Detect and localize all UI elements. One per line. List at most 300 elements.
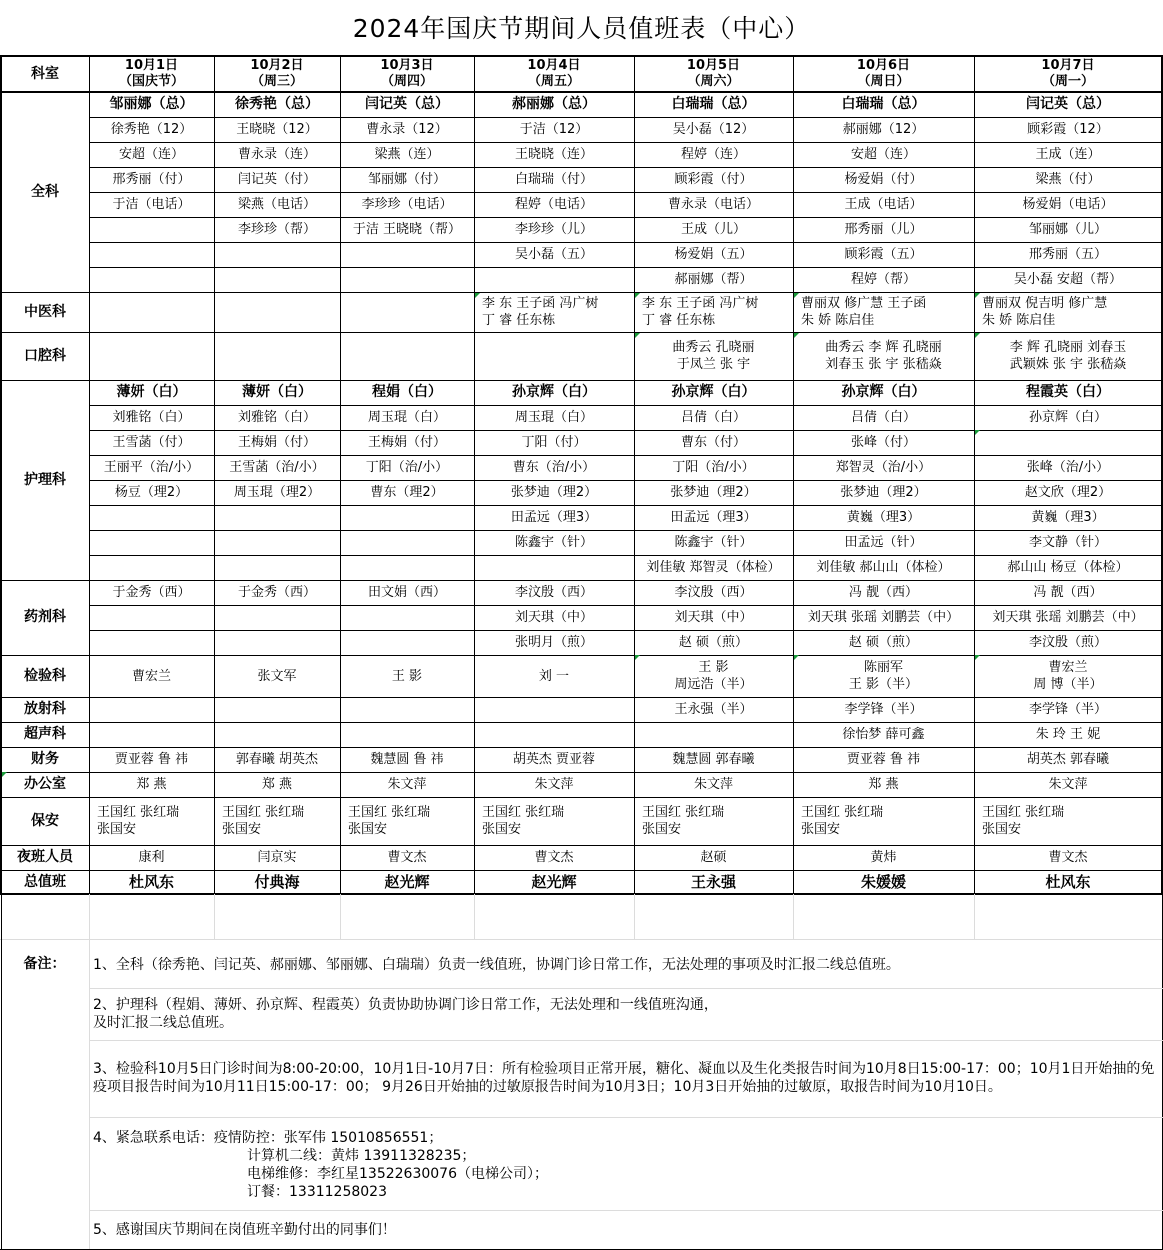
dept-label (1, 92, 89, 292)
duty-cell (340, 747, 474, 772)
duty-cell (89, 192, 214, 217)
cell-text: 丁阳（付） (521, 435, 587, 450)
faint-grid-line (0, 939, 1163, 940)
cell-text: 程娟（白） (372, 384, 442, 400)
duty-cell (974, 505, 1162, 530)
cell-text: 口腔科 (24, 347, 66, 364)
duty-cell (974, 455, 1162, 480)
cell-text: 杨爱娟（付） (844, 172, 923, 187)
duty-cell (974, 870, 1162, 894)
grid-line (474, 56, 475, 894)
duty-cell (89, 870, 214, 894)
duty-cell (634, 555, 793, 580)
duty-cell (474, 870, 634, 894)
duty-cell (634, 605, 793, 630)
duty-cell (214, 405, 340, 430)
cell-text: 李汶殷（西） (514, 585, 593, 600)
duty-cell (793, 117, 974, 142)
faint-grid-line (474, 894, 475, 939)
cell-text: 曹文杰 (1048, 850, 1088, 865)
cell-text: 刘天琪 张瑶 刘鹏芸（中） (992, 610, 1144, 625)
cell-text: 黄巍（理3） (1031, 510, 1105, 525)
grid-line (0, 55, 1163, 57)
dept-label (1, 655, 89, 697)
faint-grid-line (634, 894, 635, 939)
duty-cell (793, 722, 974, 747)
duty-cell (474, 92, 634, 117)
cell-text: 王梅娟（付） (237, 435, 316, 450)
duty-cell (340, 870, 474, 894)
duty-cell (634, 845, 793, 870)
duty-cell (634, 722, 793, 747)
faint-grid-line (340, 894, 341, 939)
duty-cell (474, 747, 634, 772)
note-3 (89, 1042, 1162, 1114)
day-header (340, 56, 474, 92)
cell-text: 刘 一 (538, 668, 570, 684)
cell-text: 于洁（12） (519, 122, 589, 137)
grid-line (974, 56, 975, 894)
cell-text: 刘雅铭（白） (112, 410, 191, 425)
grid-line (0, 56, 2, 894)
duty-cell: 曹丽双 倪吉明 修广慧 朱 娇 陈启佳 (982, 296, 1108, 328)
dept-label (1, 292, 89, 332)
cell-text: 5、感谢国庆节期间在岗值班辛勤付出的同事们！ (93, 1222, 396, 1238)
day-note: （周一） (1041, 74, 1094, 89)
duty-cell: 王国红 张红瑞 张国安 (801, 805, 884, 837)
duty-cell (214, 845, 340, 870)
grid-line (0, 380, 1163, 381)
grid-line (89, 605, 1163, 606)
cell-text: 周玉琨（白） (514, 410, 593, 425)
duty-cell (214, 292, 340, 332)
duty-cell (214, 505, 340, 530)
duty-cell (89, 630, 214, 655)
cell-text: 王 影 (391, 668, 423, 684)
dept-label (1, 747, 89, 772)
duty-cell (974, 722, 1162, 747)
duty-cell (89, 772, 214, 797)
day-date: 10月7日 (1041, 58, 1095, 73)
duty-cell (474, 505, 634, 530)
cell-text: 于洁（电话） (112, 197, 191, 212)
cell-text: 丁阳（治/小） (365, 460, 449, 475)
cell-text: 白瑞瑞（总） (671, 96, 756, 112)
duty-cell (214, 555, 340, 580)
cell-text: 贾亚蓉 鲁 祎 (846, 752, 921, 767)
grid-line (0, 697, 1163, 698)
cell-text: 邹丽娜（儿） (1028, 222, 1107, 237)
cell-text: 田孟远（针） (844, 535, 923, 550)
duty-cell (793, 380, 974, 405)
duty-cell (214, 722, 340, 747)
duty-cell (793, 555, 974, 580)
day-date: 10月1日 (124, 58, 179, 73)
faint-grid-line (214, 894, 215, 939)
duty-cell (89, 530, 214, 555)
comment-marker (635, 333, 640, 338)
duty-cell (214, 530, 340, 555)
cell-text: 徐秀艳（12） (110, 122, 193, 137)
cell-text: 魏慧圆 鲁 祎 (370, 752, 444, 767)
grid-line (634, 56, 635, 894)
duty-cell (340, 655, 474, 697)
duty-cell (340, 267, 474, 292)
cell-text: 朱文萍 (534, 777, 574, 792)
day-date: 10月2日 (250, 58, 304, 73)
day-date: 10月3日 (380, 58, 434, 73)
cell-text: 顾彩霞（五） (844, 247, 923, 262)
duty-cell (634, 117, 793, 142)
day-date: 10月4日 (527, 58, 581, 73)
duty-cell (89, 480, 214, 505)
cell-text: 检验科 (24, 667, 66, 684)
cell-text: 刘天琪 张瑶 刘鹏芸（中） (807, 610, 960, 625)
cell-text: 药剂科 (24, 609, 66, 625)
cell-text: 财务 (31, 751, 59, 767)
cell-text: 邢秀丽（付） (112, 172, 191, 187)
duty-cell (634, 772, 793, 797)
duty-cell (214, 697, 340, 722)
duty-cell (474, 605, 634, 630)
comment-marker (794, 293, 799, 298)
duty-cell (89, 405, 214, 430)
grid-line (0, 845, 1163, 846)
cell-text: 康利 (138, 850, 165, 865)
duty-cell (340, 722, 474, 747)
day-date: 10月6日 (856, 58, 911, 73)
note-line: 订餐：13311258023 (247, 1184, 387, 1200)
cell-text: 张梦迪（理2） (670, 485, 757, 500)
cell-text: 吕倩（白） (680, 410, 746, 425)
duty-cell: 陈丽军 王 影（半） (848, 660, 919, 692)
duty-cell (634, 380, 793, 405)
cell-text: 陈鑫宇（针） (514, 535, 593, 550)
duty-cell (474, 405, 634, 430)
cell-text: 李文静（针） (1028, 535, 1107, 550)
cell-text: 王永强 (690, 872, 736, 891)
duty-cell (634, 267, 793, 292)
duty-cell (793, 430, 974, 455)
duty-cell (974, 480, 1162, 505)
duty-cell (214, 580, 340, 605)
cell-text: 郝丽娜（12） (842, 122, 925, 137)
dept-label (1, 772, 89, 797)
duty-cell: 曲秀云 李 辉 孔晓丽 刘春玉 张 宇 张嵇焱 (825, 340, 942, 372)
duty-cell (634, 455, 793, 480)
grid-line (89, 555, 1163, 556)
grid-line (89, 630, 1163, 631)
cell-text: 曹永录（连） (237, 147, 316, 162)
duty-cell: 曹丽双 修广慧 王子函 朱 娇 陈启佳 (801, 296, 927, 328)
cell-text: 吴小磊（五） (514, 247, 593, 262)
duty-cell (474, 192, 634, 217)
cell-text: 曹文杰 (387, 850, 427, 865)
note-line: 计算机二线：黄炜 13911328235； (247, 1148, 476, 1164)
grid-line (89, 405, 1163, 406)
cell-text: 赵 硕（煎） (678, 635, 749, 650)
duty-cell (634, 747, 793, 772)
duty-cell (340, 332, 474, 380)
day-date: 10月5日 (686, 58, 741, 73)
cell-text: 黄巍（理3） (846, 510, 921, 525)
cell-text: 郑 燕 (261, 777, 293, 792)
duty-cell: 李 东 王子函 冯广树 丁 睿 任东栋 (642, 296, 759, 328)
cell-text: 郝丽娜（总） (512, 96, 596, 112)
cell-text: 办公室 (24, 776, 66, 792)
duty-cell (974, 580, 1162, 605)
duty-cell (634, 92, 793, 117)
note-line: 4、紧急联系电话：疫情防控：张军伟 15010856551； (93, 1130, 443, 1146)
duty-cell (974, 555, 1162, 580)
cell-text: 保安 (31, 812, 59, 829)
cell-text: 顾彩霞（12） (1027, 122, 1109, 137)
grid-line (89, 192, 1163, 193)
duty-cell: 王国红 张红瑞 张国安 (348, 805, 431, 837)
duty-cell (214, 217, 340, 242)
cell-text: 中医科 (24, 303, 66, 320)
duty-cell (634, 580, 793, 605)
cell-text: 朱文萍 (693, 777, 733, 792)
cell-text: 周玉琨（理2） (233, 485, 321, 500)
grid-line (793, 56, 794, 894)
duty-cell (89, 267, 214, 292)
duty-cell (89, 455, 214, 480)
comment-marker (475, 293, 480, 298)
cell-text: 程婷（电话） (514, 197, 593, 212)
cell-text: 邹丽娜（付） (367, 172, 446, 187)
cell-text: 梁燕（电话） (237, 197, 316, 212)
cell-text: 王晓晓（连） (514, 147, 593, 162)
duty-cell (474, 580, 634, 605)
comment-marker (635, 655, 640, 660)
duty-cell (793, 870, 974, 894)
duty-cell (214, 142, 340, 167)
duty-cell (89, 332, 214, 380)
cell-text: 王雪菡（付） (112, 435, 191, 450)
duty-cell (974, 747, 1162, 772)
cell-text: 白瑞瑞（付） (514, 172, 593, 187)
comment-marker (975, 655, 980, 660)
day-header (634, 56, 793, 92)
duty-cell (89, 92, 214, 117)
cell-text: 李学锋（半） (1028, 702, 1107, 717)
cell-text: 夜班人员 (17, 849, 73, 865)
cell-text: 全科 (31, 183, 59, 200)
duty-cell (340, 380, 474, 405)
cell-text: 王成（电话） (844, 197, 923, 212)
grid-line (214, 56, 215, 894)
duty-cell (340, 292, 474, 332)
cell-text: 薄妍（白） (242, 384, 312, 400)
cell-text: 王成（儿） (680, 222, 746, 237)
comment-marker (2, 772, 7, 777)
duty-cell (89, 217, 214, 242)
grid-line (89, 217, 1163, 218)
cell-text: 郝山山 杨豆（体检） (1007, 560, 1129, 575)
duty-cell (89, 117, 214, 142)
cell-text: 孙京辉（白） (512, 384, 596, 400)
duty-cell (634, 870, 793, 894)
duty-cell (214, 167, 340, 192)
cell-text: 吕倩（白） (850, 410, 916, 425)
duty-cell: 王国红 张红瑞 张国安 (482, 805, 565, 837)
cell-text: 闫记英（总） (365, 96, 449, 112)
duty-cell (974, 380, 1162, 405)
day-header (89, 56, 214, 92)
duty-cell (89, 242, 214, 267)
cell-text: 郑 燕 (868, 777, 899, 792)
duty-cell (474, 217, 634, 242)
duty-cell (793, 772, 974, 797)
duty-cell (474, 480, 634, 505)
cell-text: 孙京辉（白） (671, 384, 756, 400)
dept-label (1, 845, 89, 870)
cell-text: 田孟远（理3） (510, 510, 598, 525)
cell-text: 李汶殷（煎） (1028, 635, 1107, 650)
note-1 (89, 942, 1162, 988)
note-5 (89, 1212, 1162, 1248)
duty-cell (474, 655, 634, 697)
duty-cell (974, 117, 1162, 142)
duty-cell (793, 405, 974, 430)
duty-cell (340, 142, 474, 167)
cell-text: 孙京辉（白） (841, 384, 926, 400)
duty-cell (793, 267, 974, 292)
dept-label (1, 797, 89, 845)
note-2 (89, 988, 1162, 1040)
duty-cell (974, 92, 1162, 117)
cell-text: 丁阳（治/小） (672, 460, 755, 475)
duty-cell (974, 267, 1162, 292)
cell-text: 朱 玲 王 妮 (1035, 727, 1101, 742)
cell-text: 王梅娟（付） (367, 435, 446, 450)
duty-cell (474, 167, 634, 192)
duty-cell (634, 430, 793, 455)
note-line: 及时汇报二线总值班。 (93, 1015, 233, 1031)
duty-cell (340, 405, 474, 430)
cell-text: 冯 靓（西） (1033, 585, 1103, 600)
duty-cell (89, 380, 214, 405)
grid-line (0, 722, 1163, 723)
duty-cell (214, 242, 340, 267)
faint-grid-line (793, 894, 794, 939)
grid-line (0, 655, 1163, 656)
duty-cell (974, 605, 1162, 630)
cell-text: 程婷（连） (680, 147, 746, 162)
dept-label (1, 870, 89, 894)
duty-cell (634, 217, 793, 242)
grid-line (0, 747, 1163, 748)
dept-label (1, 697, 89, 722)
duty-cell (340, 580, 474, 605)
cell-text: 王晓晓（12） (236, 122, 318, 137)
day-note: （周三） (250, 74, 303, 89)
cell-text: 周玉琨（白） (367, 410, 446, 425)
cell-text: 冯 靓（西） (848, 585, 919, 600)
duty-cell (214, 655, 340, 697)
duty-cell (793, 697, 974, 722)
cell-text: 3、检验科10月5日门诊时间为8:00-20:00，10月1日-10月7日：所有检验项目正常开展，糖化、凝血以及生化类报告时间为10月8日15:00-17：00；10月1日开始抽的免疫项目报告时间为10月11日15:00-17：00； 9月26日开始抽的过敏原报告时间为10月3日；10月3日开始抽的过敏原，取报告时间为10月10日。 (93, 1061, 1155, 1095)
cell-text: 李学锋（半） (844, 702, 923, 717)
duty-cell (340, 630, 474, 655)
cell-text: 陈鑫宇（针） (674, 535, 753, 550)
cell-text: 李珍珍（帮） (237, 222, 316, 237)
cell-text: 张峰（治/小） (1026, 460, 1110, 475)
dept-label (1, 722, 89, 747)
cell-text: 曹宏兰 (131, 668, 171, 684)
cell-text: 护理科 (24, 471, 66, 488)
cell-text: 总值班 (24, 873, 66, 890)
duty-cell (89, 722, 214, 747)
duty-cell (89, 505, 214, 530)
duty-cell (474, 267, 634, 292)
cell-text: 刘雅铭（白） (237, 410, 316, 425)
duty-cell (474, 142, 634, 167)
duty-cell: 曹宏兰 周 博（半） (1033, 660, 1103, 692)
duty-cell (340, 772, 474, 797)
dept-header (1, 56, 89, 92)
comment-marker (794, 655, 799, 660)
duty-cell (974, 845, 1162, 870)
cell-text: 梁燕（连） (374, 147, 440, 162)
duty-cell (793, 845, 974, 870)
faint-grid-line (89, 1040, 1163, 1041)
cell-text: 闫记英（付） (237, 172, 316, 187)
dept-label (1, 580, 89, 655)
cell-text: 安超（连） (850, 147, 916, 162)
cell-text: 郭春曦 胡英杰 (235, 752, 319, 767)
duty-cell (793, 242, 974, 267)
grid-line (89, 142, 1163, 143)
faint-grid-line (89, 1117, 1163, 1118)
comment-marker (975, 333, 980, 338)
day-note: （周六） (687, 74, 740, 89)
duty-cell (474, 722, 634, 747)
cell-text: 超声科 (24, 726, 66, 742)
grid-line (0, 893, 1163, 895)
grid-line (89, 267, 1163, 268)
cell-text: 赵 硕（煎） (848, 635, 919, 650)
note-4 (89, 1120, 1162, 1210)
grid-line (89, 56, 90, 894)
cell-text: 杜风东 (128, 872, 174, 891)
duty-cell (634, 530, 793, 555)
cell-text: 郝丽娜（帮） (674, 272, 753, 287)
duty-cell (634, 630, 793, 655)
note-line: 电梯维修：李红星13522630076（电梯公司）； (247, 1166, 548, 1182)
cell-text: 吴小磊（12） (672, 122, 755, 137)
cell-text: 赵光辉 (384, 872, 430, 891)
duty-cell (793, 630, 974, 655)
cell-text: 曹东（理2） (370, 485, 444, 500)
duty-cell (974, 530, 1162, 555)
duty-cell (634, 480, 793, 505)
duty-cell (793, 192, 974, 217)
cell-text: 邹丽娜（总） (109, 96, 194, 112)
cell-text: 李珍珍（电话） (361, 197, 453, 212)
comment-marker (975, 430, 980, 435)
duty-cell: 王国红 张红瑞 张国安 (982, 805, 1065, 837)
duty-cell (634, 242, 793, 267)
duty-cell (340, 217, 474, 242)
cell-text: 备注： (23, 955, 66, 972)
duty-cell (793, 480, 974, 505)
cell-text: 于金秀（西） (237, 585, 316, 600)
grid-line (89, 430, 1163, 431)
cell-text: 邢秀丽（儿） (844, 222, 923, 237)
duty-cell: 王国红 张红瑞 张国安 (97, 805, 180, 837)
